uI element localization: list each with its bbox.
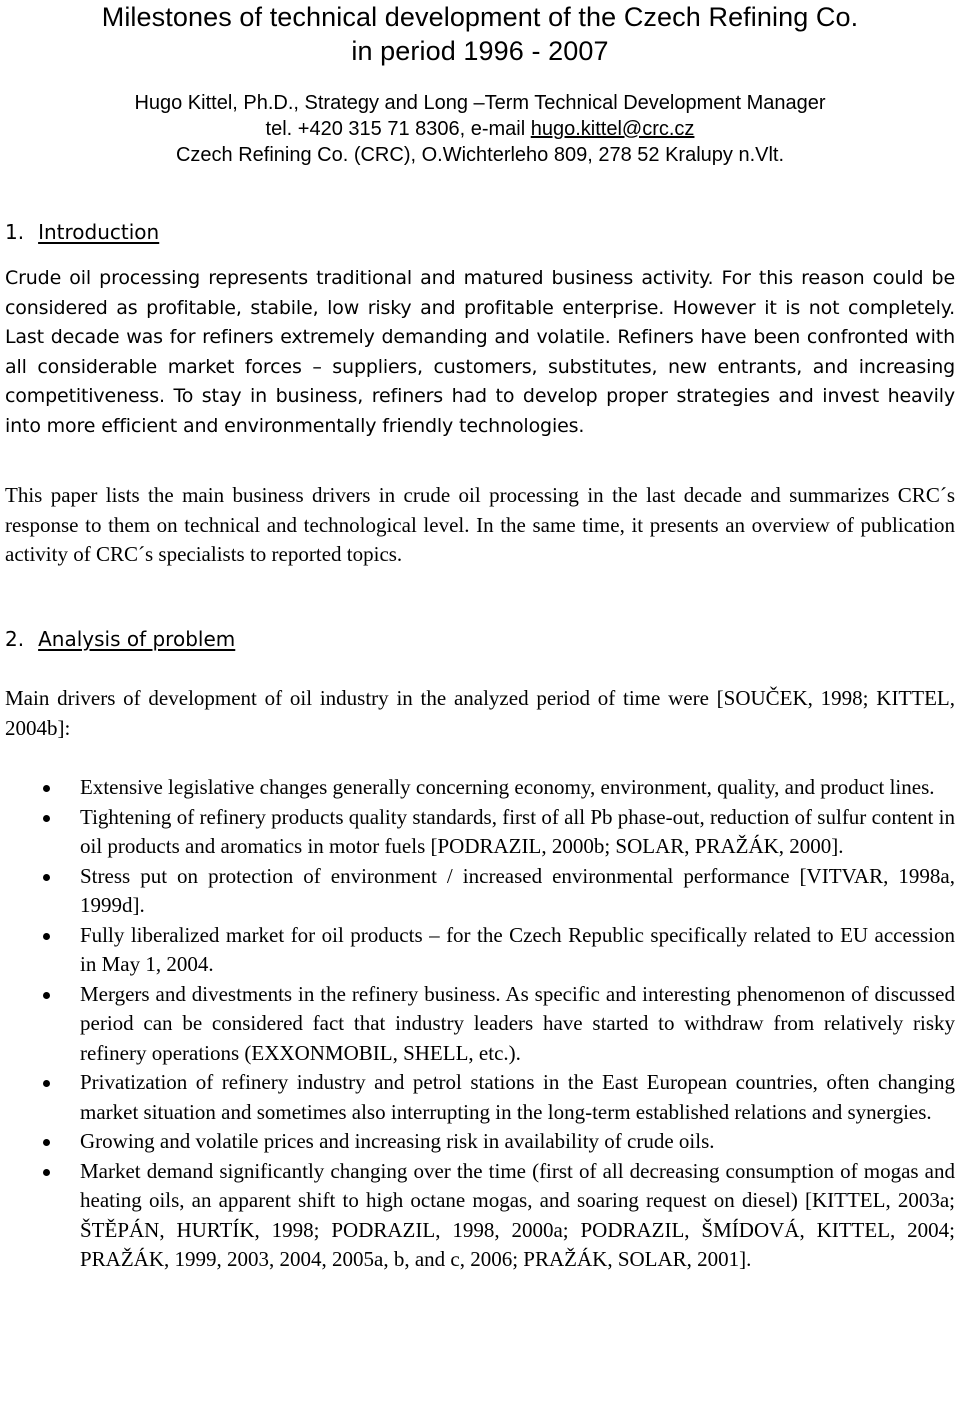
paper-title xyxy=(0,0,960,68)
list-item xyxy=(5,862,955,921)
bullet-icon xyxy=(43,1169,50,1176)
title-line-1: Milestones of technical development of the Czech Refining Co. xyxy=(101,2,859,32)
list-item-text: Market demand significantly changing over the time (first of all decreasing consumption of mogas and heating oils, an apparent shift to high octane mogas, and soaring request on diesel) [KITTEL, 2003a; ŠTĚPÁN, HURTÍK, 1998; PODRAZIL, 1998, 2000a; PODRAZIL, ŠMÍDOVÁ, KITTEL, 2004; PRAŽÁK, 1999, 2003, 2004, 2005a, b, and c, 2006; PRAŽÁK, SOLAR, 2001]. xyxy=(80,1158,955,1271)
section-heading-analysis xyxy=(5,627,235,651)
author-email-link[interactable]: hugo.kittel@crc.cz xyxy=(530,118,695,140)
drivers-bullet-list xyxy=(5,773,955,1275)
author-name-line: Hugo Kittel, Ph.D., Strategy and Long –Term Technical Development Manager xyxy=(134,92,826,114)
list-item-text: Tightening of refinery products quality standards, first of all Pb phase-out, reduction of sulfur content in oil products and aromatics in motor fuels [PODRAZIL, 2000b; SOLAR, PRAŽÁK, 2000]. xyxy=(80,804,955,858)
bullet-icon xyxy=(43,785,50,792)
list-item xyxy=(5,1157,955,1275)
list-item-text: Privatization of refinery industry and petrol stations in the East European countries, often changing market situation and sometimes also interrupting in the long-term established relations and synergies. xyxy=(80,1070,955,1124)
list-item-text: Growing and volatile prices and increasing risk in availability of crude oils. xyxy=(80,1129,715,1153)
section-title: Analysis of problem xyxy=(38,627,236,651)
list-item xyxy=(5,1127,955,1157)
list-item xyxy=(5,803,955,862)
section-title: Introduction xyxy=(38,220,160,244)
author-block xyxy=(0,90,960,168)
author-address-line: Czech Refining Co. (CRC), O.Wichterleho 809, 278 52 Kralupy n.Vlt. xyxy=(175,144,785,166)
section-heading-introduction xyxy=(5,220,159,244)
author-contact-line xyxy=(0,116,960,142)
list-item-text: Extensive legislative changes generally concerning economy, environment, quality, and product lines. xyxy=(80,775,935,799)
list-item-text: Mergers and divestments in the refinery business. As specific and interesting phenomenon of discussed period can be considered fact that industry leaders have started to withdraw from relatively risky refinery operations (EXXONMOBIL, SHELL, etc.). xyxy=(80,981,955,1065)
bullet-icon xyxy=(43,874,50,881)
list-item xyxy=(5,980,955,1069)
list-item xyxy=(5,1068,955,1127)
list-item-text: Fully liberalized market for oil products – for the Czech Republic specifically related to EU accession in May 1, 2004. xyxy=(80,922,955,976)
bullet-icon xyxy=(43,815,50,822)
bullet-icon xyxy=(43,992,50,999)
list-item xyxy=(5,921,955,980)
section-number: 2. xyxy=(5,627,25,651)
author-phone: tel. +420 315 71 8306, e-mail xyxy=(265,118,531,140)
list-item-text: Stress put on protection of environment / increased environmental performance [VITVAR, 1998a, 1999d]. xyxy=(80,863,955,917)
section-number: 1. xyxy=(5,220,25,244)
bullet-icon xyxy=(43,933,50,940)
intro-paragraph-2: This paper lists the main business drivers in crude oil processing in the last decade and summarizes CRC´s response to them on technical and technological level. In the same time, it presents an overview of publication activity of CRC´s specialists to reported topics. xyxy=(5,483,955,566)
bullet-icon xyxy=(43,1080,50,1087)
list-item xyxy=(5,773,955,803)
analysis-paragraph-1: Main drivers of development of oil industry in the analyzed period of time were [SOUČEK, 1998; KITTEL, 2004b]: xyxy=(5,686,955,740)
intro-paragraph-1: Crude oil processing represents traditional and matured business activity. For this reason could be considered as profitable, stabile, low risky and profitable enterprise. However it is not completely. Last decade was for refiners extremely demanding and volatile. Refiners have been confronted with all considerable market forces – suppliers, customers, substitutes, new entrants, and increasing competitiveness. To stay in business, refiners had to develop proper strategies and invest heavily into more efficient and environmentally friendly technologies. xyxy=(5,267,955,437)
bullet-icon xyxy=(43,1139,50,1146)
title-line-2: in period 1996 - 2007 xyxy=(351,36,609,66)
